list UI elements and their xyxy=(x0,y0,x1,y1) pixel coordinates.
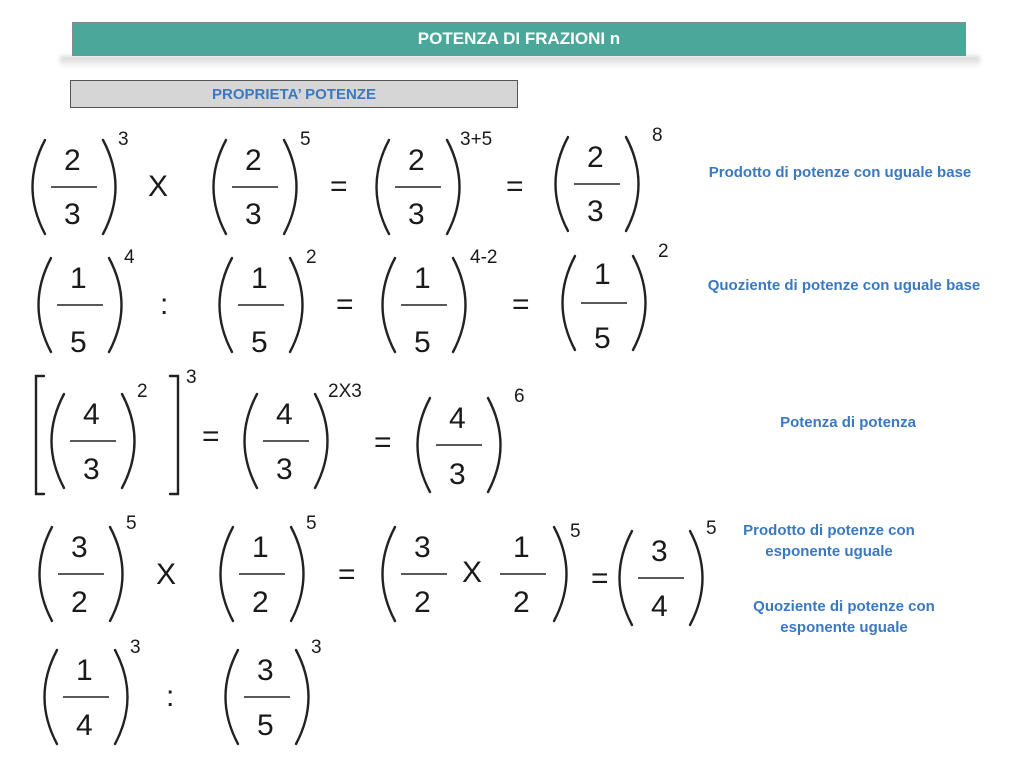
paren-open xyxy=(556,137,569,231)
numerator: 4 xyxy=(83,398,100,431)
exponent: 3 xyxy=(311,637,322,658)
paren-close xyxy=(103,140,116,234)
exponent: 8 xyxy=(652,125,663,146)
divide-operator: : xyxy=(166,680,175,713)
numerator: 3 xyxy=(414,531,431,564)
denominator: 2 xyxy=(513,586,530,619)
equals-sign: = xyxy=(506,170,524,203)
multiply-operator: X xyxy=(156,558,177,591)
numerator: 2 xyxy=(245,144,262,177)
paren-open xyxy=(245,394,258,488)
paren-open xyxy=(383,527,396,621)
denominator: 3 xyxy=(408,198,425,231)
equals-sign: = xyxy=(591,562,609,595)
exponent: 4-2 xyxy=(470,247,498,268)
numerator: 1 xyxy=(594,258,611,291)
paren-close xyxy=(122,394,135,488)
exponent: 5 xyxy=(570,521,581,542)
numerator: 3 xyxy=(71,531,88,564)
numerator: 4 xyxy=(449,402,466,435)
multiply-operator: X xyxy=(462,556,483,589)
exponent: 3 xyxy=(130,637,141,658)
paren-open xyxy=(383,258,396,352)
paren-close xyxy=(109,258,122,352)
paren-close xyxy=(488,398,501,492)
numerator: 2 xyxy=(587,141,604,174)
denominator: 4 xyxy=(651,590,668,623)
rule-label-line: Prodotto di potenze con xyxy=(743,522,915,539)
paren-close xyxy=(296,650,309,744)
bracket-close xyxy=(170,376,178,494)
denominator: 5 xyxy=(594,322,611,355)
paren-open xyxy=(418,398,431,492)
rule-label xyxy=(724,520,934,562)
paren-close xyxy=(115,650,128,744)
numerator: 1 xyxy=(414,262,431,295)
denominator: 2 xyxy=(414,586,431,619)
paren-open xyxy=(39,258,52,352)
exponent: 5 xyxy=(306,513,317,534)
numerator: 1 xyxy=(513,531,530,564)
exponent: 2 xyxy=(658,241,669,262)
denominator: 5 xyxy=(414,326,431,359)
multiply-operator: X xyxy=(148,170,169,203)
equals-sign: = xyxy=(202,420,220,453)
paren-open xyxy=(214,140,227,234)
numerator: 2 xyxy=(64,144,81,177)
paren-open xyxy=(40,527,53,621)
exponent: 2X3 xyxy=(328,381,362,402)
paren-close xyxy=(633,256,646,350)
denominator: 3 xyxy=(245,198,262,231)
rule-label-line: esponente uguale xyxy=(780,619,908,636)
numerator: 2 xyxy=(408,144,425,177)
exponent: 6 xyxy=(514,386,525,407)
paren-open xyxy=(563,256,576,350)
equals-sign: = xyxy=(374,426,392,459)
paren-close xyxy=(284,140,297,234)
paren-open xyxy=(377,140,390,234)
paren-open xyxy=(33,140,46,234)
rule-label: Potenza di potenza xyxy=(780,414,916,431)
denominator: 3 xyxy=(83,453,100,486)
equals-sign: = xyxy=(338,558,356,591)
denominator: 5 xyxy=(251,326,268,359)
paren-open xyxy=(52,394,65,488)
denominator: 2 xyxy=(71,586,88,619)
section-subtitle: PROPRIETA’ POTENZE xyxy=(70,80,518,108)
exponent: 4 xyxy=(124,247,135,268)
paren-open xyxy=(620,531,633,625)
rule-label-line: Quoziente di potenze con xyxy=(753,598,935,615)
exponent: 5 xyxy=(126,513,137,534)
paren-close xyxy=(690,531,703,625)
denominator: 3 xyxy=(449,458,466,491)
outer-exponent: 3 xyxy=(186,367,197,388)
exponent: 2 xyxy=(306,247,317,268)
divide-operator: : xyxy=(160,288,169,321)
paren-open xyxy=(220,258,233,352)
paren-open xyxy=(45,650,58,744)
equals-sign: = xyxy=(512,288,530,321)
rule-label-line: esponente uguale xyxy=(765,543,893,560)
denominator: 2 xyxy=(252,586,269,619)
numerator: 1 xyxy=(76,654,93,687)
paren-close xyxy=(315,394,328,488)
paren-close xyxy=(290,258,303,352)
exponent: 5 xyxy=(706,518,717,539)
exponent: 5 xyxy=(300,129,311,150)
paren-close xyxy=(447,140,460,234)
numerator: 4 xyxy=(276,398,293,431)
numerator: 1 xyxy=(251,262,268,295)
bracket-open xyxy=(36,376,44,494)
exponent: 3+5 xyxy=(460,129,493,150)
equals-sign: = xyxy=(330,170,348,203)
numerator: 1 xyxy=(252,531,269,564)
numerator: 3 xyxy=(651,535,668,568)
exponent: 2 xyxy=(137,381,148,402)
paren-close xyxy=(626,137,639,231)
paren-close xyxy=(110,527,123,621)
paren-close xyxy=(291,527,304,621)
denominator: 3 xyxy=(64,198,81,231)
denominator: 3 xyxy=(587,195,604,228)
numerator: 1 xyxy=(70,262,87,295)
denominator: 4 xyxy=(76,709,93,742)
paren-close xyxy=(554,527,567,621)
equals-sign: = xyxy=(336,288,354,321)
denominator: 5 xyxy=(70,326,87,359)
denominator: 5 xyxy=(257,709,274,742)
page-title: POTENZA DI FRAZIONI n xyxy=(72,22,966,56)
denominator: 3 xyxy=(276,453,293,486)
rule-label: Quoziente di potenze con uguale base xyxy=(707,277,981,294)
paren-open xyxy=(221,527,234,621)
exponent: 3 xyxy=(118,129,129,150)
paren-close xyxy=(453,258,466,352)
paren-open xyxy=(226,650,239,744)
numerator: 3 xyxy=(257,654,274,687)
rule-label xyxy=(729,596,959,638)
rule-label: Prodotto di potenze con uguale base xyxy=(708,164,972,181)
